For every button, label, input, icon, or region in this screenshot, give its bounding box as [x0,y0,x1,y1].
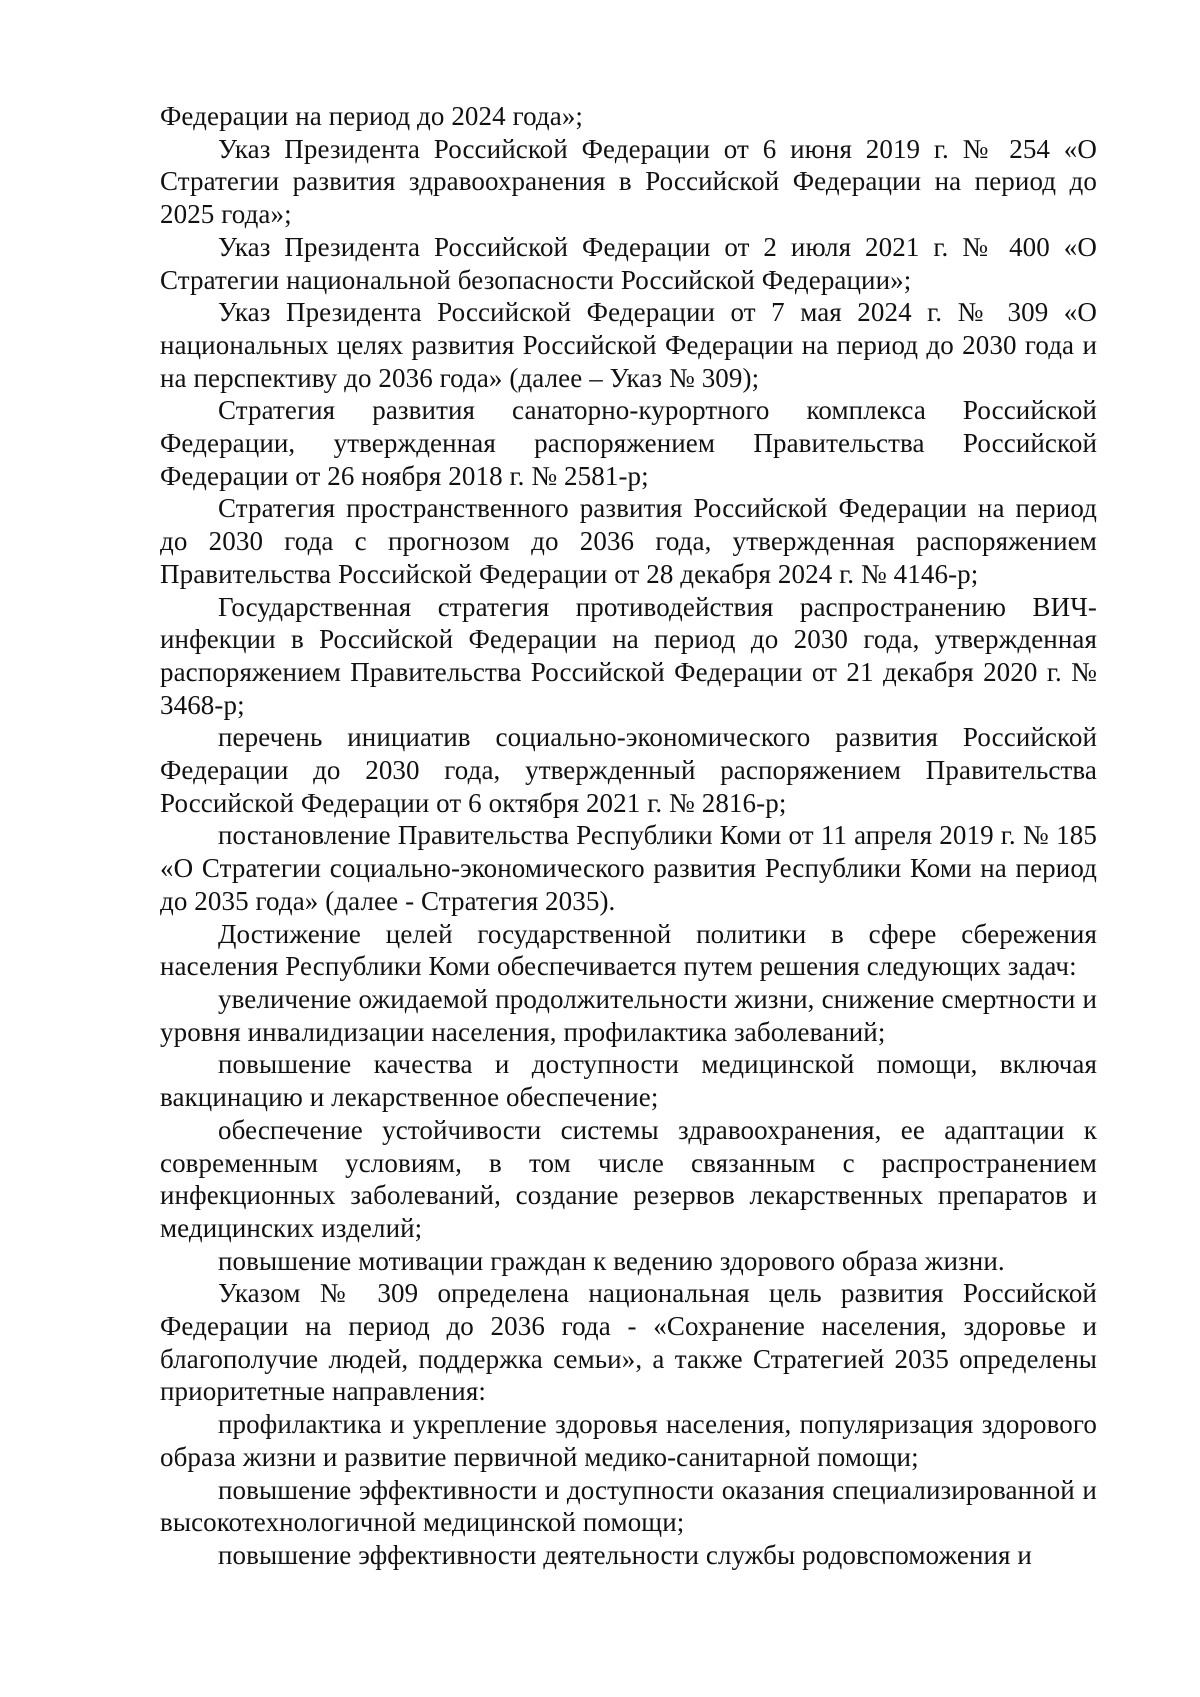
paragraph-task-sustainability: обеспечение устойчивости системы здравоохранения, ее адаптации к современным условиям, в том числе связанным с распространением инфекционных заболеваний, создание резервов лекарственных препаратов и медицинских изделий; [160,1114,1097,1243]
paragraph-decree-309: Указ Президента Российской Федерации от 7 мая 2024 г. № 309 «О национальных целях развития Российской Федерации на период до 2030 года и на перспективу до 2036 года» (далее – Указ № 309); [160,297,1097,393]
paragraph-priority-obstetrics: повышение эффективности деятельности службы родовспоможения и [218,1539,1032,1570]
paragraph-task-motivation: повышение мотивации граждан к ведению здорового образа жизни. [218,1245,1005,1276]
document-page [160,100,1097,1572]
paragraph-sanatorium-strategy: Стратегия развития санаторно-курортного комплекса Российской Федерации, утвержденная распоряжением Правительства Российской Федерации от 26 ноября 2018 г. № 2581-р; [160,395,1097,491]
paragraph-priority-prevention: профилактика и укрепление здоровья населения, популяризация здорового образа жизни и развитие первичной медико-санитарной помощи; [160,1409,1097,1472]
paragraph-komi-resolution: постановление Правительства Республики Коми от 11 апреля 2019 г. № 185 «О Стратегии социально-экономического развития Республики Коми на период до 2035 года» (далее - Стратегия 2035). [160,820,1097,916]
paragraph-continuation: Федерации на период до 2024 года»; [160,101,584,131]
paragraph-task-life-expectancy: увеличение ожидаемой продолжительности жизни, снижение смертности и уровня инвалидизации населения, профилактика заболеваний; [160,983,1097,1047]
paragraph-national-goal: Указом № 309 определена национальная цель развития Российской Федерации на период до 2036 года - «Сохранение населения, здоровье и благополучие людей, поддержка семьи», а также Стратегией 2035 определены приоритетные направления: [160,1278,1097,1407]
paragraph-spatial-strategy: Стратегия пространственного развития Российской Федерации на период до 2030 года с прогнозом до 2036 года, утвержденная распоряжением Правительства Российской Федерации от 28 декабря 2024 г. № 4146-р; [160,493,1097,589]
paragraph-priority-specialized-care: повышение эффективности и доступности оказания специализированной и высокотехнологичной медицинской помощи; [160,1474,1097,1538]
paragraph-hiv-strategy: Государственная стратегия противодействия распространению ВИЧ-инфекции в Российской Федерации на период до 2030 года, утвержденная распоряжением Правительства Российской Федерации от 21 декабря 2020 г. № 3468-р; [160,591,1097,720]
paragraph-decree-254: Указ Президента Российской Федерации от 6 июня 2019 г. № 254 «О Стратегии развития здравоохранения в Российской Федерации на период до 2025 года»; [160,133,1097,230]
paragraph-decree-400: Указ Президента Российской Федерации от 2 июля 2021 г. № 400 «О Стратегии национальной безопасности Российской Федерации»; [160,231,1097,295]
paragraph-initiatives-list: перечень инициатив социально-экономического развития Российской Федерации до 2030 года, утвержденный распоряжением Правительства Российской Федерации от 6 октября 2021 г. № 2816-р; [160,722,1097,818]
paragraph-task-quality: повышение качества и доступности медицинской помощи, включая вакцинацию и лекарственное обеспечение; [160,1049,1097,1113]
paragraph-goals-intro: Достижение целей государственной политики в сфере сбережения населения Республики Коми обеспечивается путем решения следующих задач: [160,918,1097,982]
